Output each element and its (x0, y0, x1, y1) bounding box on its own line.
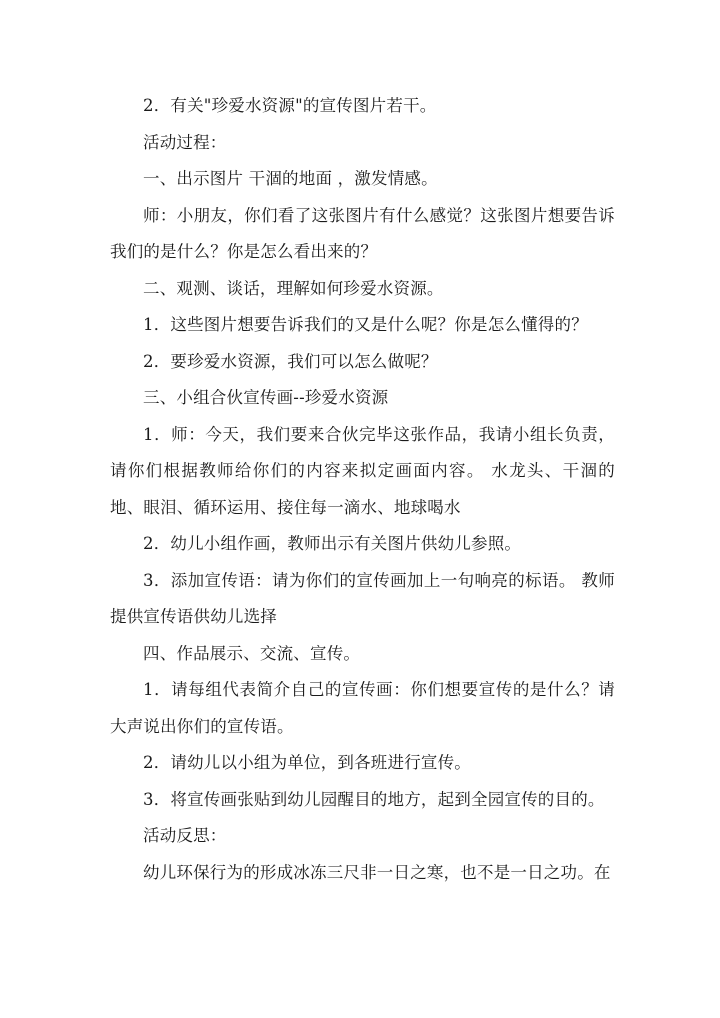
list-item-2-2: 2．要珍爱水资源，我们可以怎么做呢？ (143, 351, 438, 371)
section-heading-4: 四、作品展示、交流、宣传。 (143, 643, 361, 663)
list-item-4-3: 3．将宣传画张贴到幼儿园醒目的地方，起到全园宣传的目的。 (143, 789, 605, 809)
section-heading-2: 二、观测、谈话，理解如何珍爱水资源。 (143, 278, 444, 298)
section-heading-3: 三、小组合伙宣传画--珍爱水资源 (143, 388, 389, 407)
body-text (110, 88, 615, 891)
list-item-2-1: 1．这些图片想要告诉我们的又是什么呢？你是怎么懂得的？ (143, 315, 588, 334)
heading-activity-process: 活动过程： (143, 132, 227, 152)
list-item-4-1: 1．请每组代表简介自己的宣传画：你们想要宣传的是什么？请大声说出你们的宣传语。 (110, 680, 615, 736)
paragraph-reflection: 幼儿环保行为的形成冰冻三尺非一日之寒，也不是一日之功。在 (143, 862, 611, 882)
paragraph-teacher-question: 师：小朋友，你们看了这张图片有什么感觉？这张图片想要告诉我们的是什么？你是怎么看出来的？ (110, 205, 615, 261)
section-heading-1: 一、出示图片 干涸的地面 ，激发情感。 (143, 169, 438, 188)
list-item-3-2: 2．幼儿小组作画，教师出示有关图片供幼儿参照。 (143, 534, 522, 553)
list-item-3-1: 1．师：今天，我们要来合伙完毕这张作品，我请小组长负责，请你们根据教师给你们的内容来拟定画面内容。 水龙头、干涸的地、眼泪、循环运用、接住每一滴水、地球喝水 (110, 424, 615, 517)
list-item-3-3: 3．添加宣传语：请为你们的宣传画加上一句响亮的标语。 教师提供宣传语供幼儿选择 (110, 570, 615, 626)
paragraph-materials-2: 2．有关"珍爱水资源"的宣传图片若干。 (143, 96, 437, 115)
list-item-4-2: 2．请幼儿以小组为单位，到各班进行宣传。 (143, 753, 471, 772)
heading-activity-reflection: 活动反思： (143, 826, 227, 845)
